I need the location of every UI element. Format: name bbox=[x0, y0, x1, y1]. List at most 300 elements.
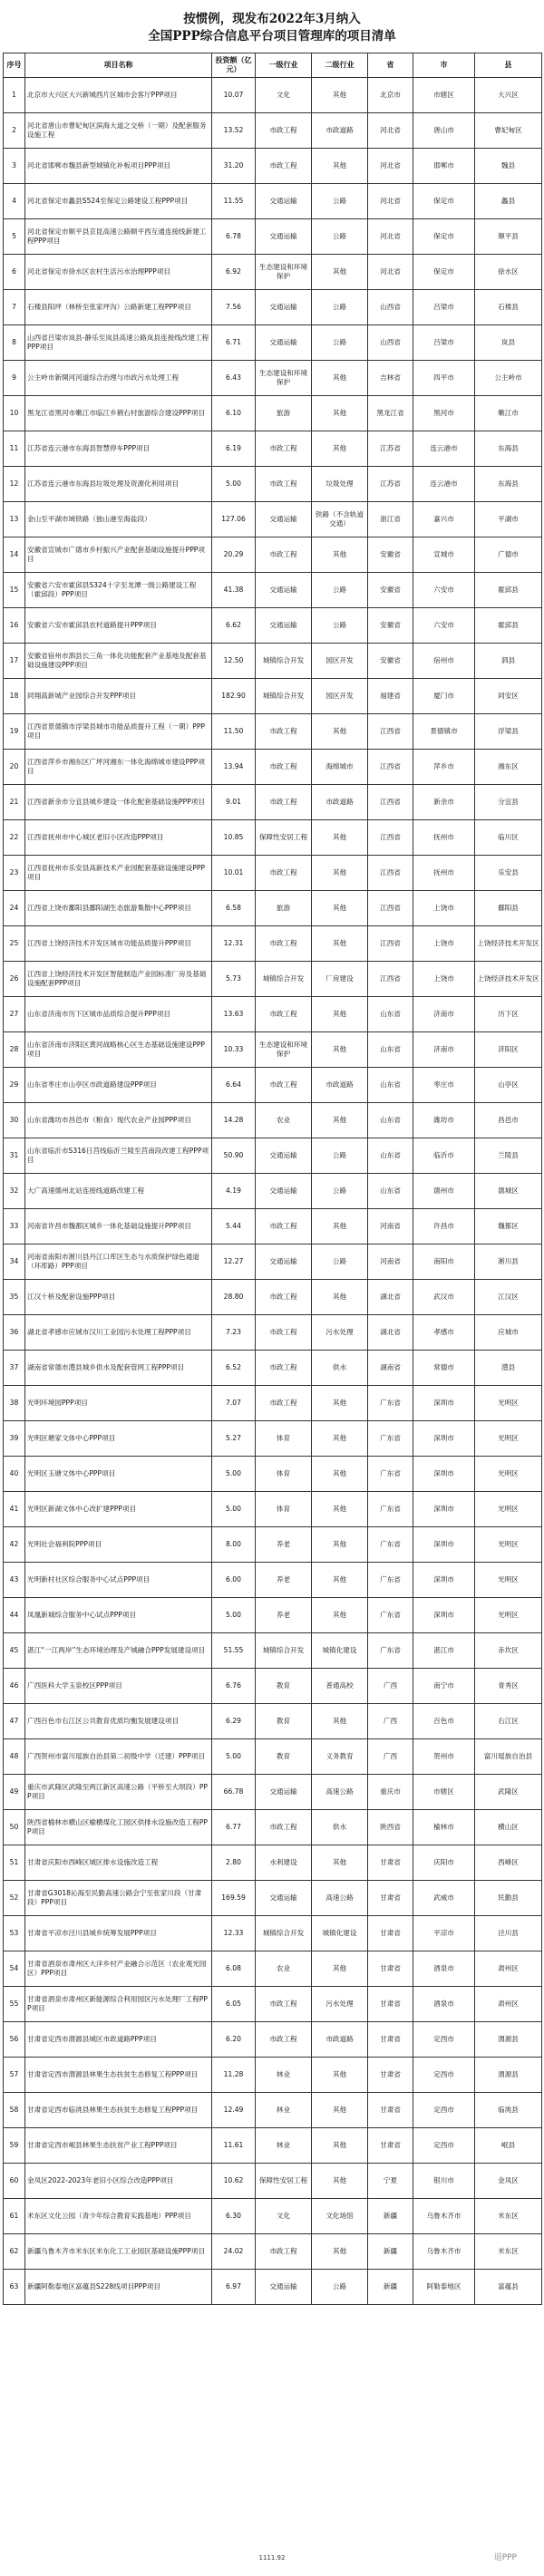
cell-category-1: 教育 bbox=[256, 1704, 312, 1739]
cell-investment: 10.85 bbox=[212, 820, 256, 856]
cell-category-1: 市政工程 bbox=[256, 856, 312, 891]
cell-county: 山亭区 bbox=[475, 1068, 542, 1103]
cell-investment: 12.49 bbox=[212, 2093, 256, 2128]
cell-province: 山东省 bbox=[368, 1103, 413, 1138]
cell-name: 石楼县阳坪（林桥至张家坪沟）公路新建工程PPP项目 bbox=[25, 290, 212, 325]
cell-category-2: 高速公路 bbox=[312, 1775, 368, 1810]
cell-category-2: 其他 bbox=[312, 396, 368, 431]
table-row bbox=[4, 431, 542, 467]
cell-province: 安徽省 bbox=[368, 537, 413, 573]
cell-city: 上饶市 bbox=[413, 891, 475, 926]
cell-category-1: 市政工程 bbox=[256, 1280, 312, 1315]
title-line-2: 全国PPP综合信息平台项目管理库的项目清单 bbox=[148, 29, 396, 44]
cell-category-1: 城镇综合开发 bbox=[256, 962, 312, 997]
cell-category-1: 旅游 bbox=[256, 396, 312, 431]
cell-county: 渭源县 bbox=[475, 2058, 542, 2093]
table-row bbox=[4, 2199, 542, 2234]
cell-investment: 7.07 bbox=[212, 1386, 256, 1421]
cell-category-1: 市政工程 bbox=[256, 1315, 312, 1351]
cell-index: 8 bbox=[4, 325, 25, 361]
cell-city: 平凉市 bbox=[413, 1916, 475, 1951]
cell-name: 光明区塘家文体中心PPP项目 bbox=[25, 1421, 212, 1457]
cell-name: 甘肃省定西市岷县林果生态扶贫产业工程PPP项目 bbox=[25, 2128, 212, 2164]
cell-province: 甘肃省 bbox=[368, 1951, 413, 1987]
table-row bbox=[4, 2058, 542, 2093]
cell-city: 抚州市 bbox=[413, 820, 475, 856]
cell-name: 河北省保定市顺平县京昆高速公路顺平西互通连接线新建工程PPP项目 bbox=[25, 219, 212, 255]
cell-investment: 2.80 bbox=[212, 1845, 256, 1881]
table-row bbox=[4, 184, 542, 219]
cell-category-1: 市政工程 bbox=[256, 997, 312, 1032]
cell-category-1: 交通运输 bbox=[256, 2270, 312, 2305]
cell-county: 霍邱县 bbox=[475, 573, 542, 608]
table-row bbox=[4, 1739, 542, 1775]
cell-county: 同安区 bbox=[475, 679, 542, 714]
cell-investment: 5.73 bbox=[212, 962, 256, 997]
cell-category-1: 文化 bbox=[256, 78, 312, 113]
cell-province: 广东省 bbox=[368, 1563, 413, 1598]
cell-name: 广西百色市右江区公共教育优质均衡发展建设项目 bbox=[25, 1704, 212, 1739]
cell-city: 深圳市 bbox=[413, 1457, 475, 1492]
table-row bbox=[4, 2022, 542, 2058]
table-body bbox=[4, 78, 542, 2305]
table-row bbox=[4, 1351, 542, 1386]
cell-investment: 5.00 bbox=[212, 1492, 256, 1527]
cell-name: 江西省上饶经济技术开发区智能制造产业园标准厂房及基础设施配套PPP项目 bbox=[25, 962, 212, 997]
cell-province: 新疆 bbox=[368, 2270, 413, 2305]
cell-index: 22 bbox=[4, 820, 25, 856]
cell-index: 10 bbox=[4, 396, 25, 431]
cell-category-1: 教育 bbox=[256, 1739, 312, 1775]
cell-county: 横山区 bbox=[475, 1810, 542, 1845]
cell-category-2: 其他 bbox=[312, 1457, 368, 1492]
cell-investment: 20.29 bbox=[212, 537, 256, 573]
cell-city: 吕梁市 bbox=[413, 290, 475, 325]
cell-investment: 6.78 bbox=[212, 219, 256, 255]
table-row bbox=[4, 255, 542, 290]
cell-city: 武威市 bbox=[413, 1881, 475, 1916]
page-title bbox=[0, 11, 544, 45]
cell-city: 定西市 bbox=[413, 2093, 475, 2128]
cell-category-1: 城镇综合开发 bbox=[256, 1633, 312, 1669]
cell-province: 山东省 bbox=[368, 1032, 413, 1068]
table-row bbox=[4, 1810, 542, 1845]
cell-index: 20 bbox=[4, 750, 25, 785]
cell-category-1: 林业 bbox=[256, 2128, 312, 2164]
cell-investment: 10.33 bbox=[212, 1032, 256, 1068]
table-row bbox=[4, 361, 542, 396]
cell-name: 大广高速德州北站连接线道路改建工程 bbox=[25, 1174, 212, 1209]
cell-index: 6 bbox=[4, 255, 25, 290]
cell-investment: 50.90 bbox=[212, 1138, 256, 1174]
cell-name: 安徽省六安市霍邱县S324十字至龙潭一级公路建设工程（霍邱段）PPP项目 bbox=[25, 573, 212, 608]
table-row bbox=[4, 1704, 542, 1739]
cell-city: 深圳市 bbox=[413, 1598, 475, 1633]
cell-city: 深圳市 bbox=[413, 1421, 475, 1457]
cell-index: 33 bbox=[4, 1209, 25, 1244]
cell-category-1: 体育 bbox=[256, 1421, 312, 1457]
cell-province: 山东省 bbox=[368, 1068, 413, 1103]
table-row bbox=[4, 785, 542, 820]
cell-province: 重庆市 bbox=[368, 1775, 413, 1810]
cell-city: 乌鲁木齐市 bbox=[413, 2234, 475, 2270]
cell-investment: 11.55 bbox=[212, 184, 256, 219]
cell-province: 山东省 bbox=[368, 1138, 413, 1174]
cell-investment: 4.19 bbox=[212, 1174, 256, 1209]
cell-investment: 7.56 bbox=[212, 290, 256, 325]
table-row bbox=[4, 1527, 542, 1563]
table-row bbox=[4, 537, 542, 573]
cell-province: 湖南省 bbox=[368, 1351, 413, 1386]
cell-name: 重庆市武隆区武隆至两江新区高速公路（平桥至大坝段）PPP项目 bbox=[25, 1775, 212, 1810]
cell-city: 定西市 bbox=[413, 2128, 475, 2164]
cell-city: 乌鲁木齐市 bbox=[413, 2199, 475, 2234]
cell-index: 62 bbox=[4, 2234, 25, 2270]
cell-province: 河北省 bbox=[368, 184, 413, 219]
cell-index: 23 bbox=[4, 856, 25, 891]
cell-category-2: 文化场馆 bbox=[312, 2199, 368, 2234]
table-row bbox=[4, 78, 542, 113]
cell-county: 青秀区 bbox=[475, 1669, 542, 1704]
cell-index: 55 bbox=[4, 1987, 25, 2022]
cell-investment: 10.01 bbox=[212, 856, 256, 891]
cell-investment: 6.10 bbox=[212, 396, 256, 431]
cell-county: 泾川县 bbox=[475, 1916, 542, 1951]
cell-category-2: 其他 bbox=[312, 431, 368, 467]
table-row bbox=[4, 1032, 542, 1068]
cell-name: 金凤区2022-2023年老旧小区综合改造PPP项目 bbox=[25, 2164, 212, 2199]
cell-category-2: 垃圾处理 bbox=[312, 467, 368, 502]
cell-city: 新余市 bbox=[413, 785, 475, 820]
cell-name: 江汉十桥及配套设施PPP项目 bbox=[25, 1280, 212, 1315]
cell-county: 光明区 bbox=[475, 1563, 542, 1598]
cell-investment: 13.94 bbox=[212, 750, 256, 785]
cell-county: 米东区 bbox=[475, 2199, 542, 2234]
cell-category-1: 市政工程 bbox=[256, 2234, 312, 2270]
cell-category-2: 市政道路 bbox=[312, 113, 368, 149]
cell-name: 光明环境园PPP项目 bbox=[25, 1386, 212, 1421]
cell-investment: 6.71 bbox=[212, 325, 256, 361]
cell-province: 河北省 bbox=[368, 149, 413, 184]
cell-county: 上饶经济技术开发区 bbox=[475, 926, 542, 962]
cell-province: 河北省 bbox=[368, 113, 413, 149]
cell-city: 酒泉市 bbox=[413, 1951, 475, 1987]
table-row bbox=[4, 1987, 542, 2022]
cell-index: 4 bbox=[4, 184, 25, 219]
cell-category-2: 公路 bbox=[312, 2270, 368, 2305]
cell-city: 上饶市 bbox=[413, 962, 475, 997]
table-row bbox=[4, 1916, 542, 1951]
cell-county: 光明区 bbox=[475, 1457, 542, 1492]
header-investment: 投资额（亿元） bbox=[212, 53, 256, 78]
cell-category-2: 义务教育 bbox=[312, 1739, 368, 1775]
cell-category-1: 体育 bbox=[256, 1492, 312, 1527]
cell-category-2: 铁路（不含轨道交通） bbox=[312, 502, 368, 537]
cell-category-2: 其他 bbox=[312, 537, 368, 573]
cell-category-2: 其他 bbox=[312, 1951, 368, 1987]
cell-index: 58 bbox=[4, 2093, 25, 2128]
cell-province: 河南省 bbox=[368, 1244, 413, 1280]
header-category-1: 一级行业 bbox=[256, 53, 312, 78]
cell-county: 浮梁县 bbox=[475, 714, 542, 750]
cell-city: 四平市 bbox=[413, 361, 475, 396]
cell-city: 上饶市 bbox=[413, 926, 475, 962]
cell-province: 安徽省 bbox=[368, 608, 413, 644]
cell-province: 新疆 bbox=[368, 2234, 413, 2270]
cell-category-1: 交通运输 bbox=[256, 1138, 312, 1174]
cell-county: 徐水区 bbox=[475, 255, 542, 290]
cell-index: 9 bbox=[4, 361, 25, 396]
cell-city: 萍乡市 bbox=[413, 750, 475, 785]
cell-index: 12 bbox=[4, 467, 25, 502]
cell-city: 枣庄市 bbox=[413, 1068, 475, 1103]
cell-category-1: 交通运输 bbox=[256, 219, 312, 255]
cell-index: 3 bbox=[4, 149, 25, 184]
cell-category-2: 城镇化建设 bbox=[312, 1633, 368, 1669]
cell-county: 米东区 bbox=[475, 2234, 542, 2270]
cell-category-2: 市政道路 bbox=[312, 2022, 368, 2058]
cell-city: 六安市 bbox=[413, 608, 475, 644]
cell-index: 13 bbox=[4, 502, 25, 537]
cell-name: 河南省许昌市魏都区城乡一体化基础设施提升PPP项目 bbox=[25, 1209, 212, 1244]
cell-category-2: 公路 bbox=[312, 184, 368, 219]
cell-investment: 12.31 bbox=[212, 926, 256, 962]
cell-city: 黑河市 bbox=[413, 396, 475, 431]
cell-category-2: 市政道路 bbox=[312, 1068, 368, 1103]
cell-name: 山东省济南市历下区城市品质综合提升PPP项目 bbox=[25, 997, 212, 1032]
cell-county: 济阳区 bbox=[475, 1032, 542, 1068]
cell-category-1: 城镇综合开发 bbox=[256, 644, 312, 679]
cell-province: 江西省 bbox=[368, 714, 413, 750]
cell-name: 山西省吕梁市岚县-静乐至岚县高速公路岚县连接线改建工程PPP项目 bbox=[25, 325, 212, 361]
cell-investment: 169.59 bbox=[212, 1881, 256, 1916]
cell-category-2: 其他 bbox=[312, 1492, 368, 1527]
cell-index: 44 bbox=[4, 1598, 25, 1633]
cell-city: 阿勒泰地区 bbox=[413, 2270, 475, 2305]
cell-city: 定西市 bbox=[413, 2058, 475, 2093]
cell-investment: 5.00 bbox=[212, 467, 256, 502]
table-row bbox=[4, 1845, 542, 1881]
cell-city: 六安市 bbox=[413, 573, 475, 608]
cell-province: 宁夏 bbox=[368, 2164, 413, 2199]
cell-category-1: 文化 bbox=[256, 2199, 312, 2234]
cell-category-1: 交通运输 bbox=[256, 1244, 312, 1280]
cell-category-2: 其他 bbox=[312, 1386, 368, 1421]
table-row bbox=[4, 1386, 542, 1421]
cell-investment: 14.28 bbox=[212, 1103, 256, 1138]
cell-index: 17 bbox=[4, 644, 25, 679]
cell-county: 平湖市 bbox=[475, 502, 542, 537]
cell-category-2: 公路 bbox=[312, 1174, 368, 1209]
cell-category-2: 其他 bbox=[312, 1421, 368, 1457]
table-row bbox=[4, 962, 542, 997]
cell-investment: 5.00 bbox=[212, 1457, 256, 1492]
cell-investment: 31.20 bbox=[212, 149, 256, 184]
cell-index: 41 bbox=[4, 1492, 25, 1527]
cell-investment: 5.27 bbox=[212, 1421, 256, 1457]
cell-province: 江苏省 bbox=[368, 431, 413, 467]
cell-city: 临沂市 bbox=[413, 1138, 475, 1174]
cell-category-2: 其他 bbox=[312, 1598, 368, 1633]
table-row bbox=[4, 750, 542, 785]
cell-county: 霍邱县 bbox=[475, 608, 542, 644]
cell-province: 陕西省 bbox=[368, 1810, 413, 1845]
cell-index: 61 bbox=[4, 2199, 25, 2234]
cell-index: 31 bbox=[4, 1138, 25, 1174]
cell-index: 56 bbox=[4, 2022, 25, 2058]
cell-index: 52 bbox=[4, 1881, 25, 1916]
cell-investment: 127.06 bbox=[212, 502, 256, 537]
cell-city: 济南市 bbox=[413, 997, 475, 1032]
cell-category-2: 公路 bbox=[312, 608, 368, 644]
cell-investment: 5.00 bbox=[212, 1598, 256, 1633]
cell-county: 昌邑市 bbox=[475, 1103, 542, 1138]
cell-name: 甘肃省定西市渭源县林果生态扶贫生态修复工程PPP项目 bbox=[25, 2058, 212, 2093]
table-row bbox=[4, 679, 542, 714]
cell-category-1: 交通运输 bbox=[256, 608, 312, 644]
cell-name: 凤凰新城综合服务中心试点PPP项目 bbox=[25, 1598, 212, 1633]
cell-name: 甘肃省定西市临洮县林果生态扶贫生态修复工程PPP项目 bbox=[25, 2093, 212, 2128]
cell-category-2: 园区开发 bbox=[312, 644, 368, 679]
cell-county: 肃州区 bbox=[475, 1987, 542, 2022]
cell-province: 广西 bbox=[368, 1739, 413, 1775]
cell-category-2: 其他 bbox=[312, 149, 368, 184]
cell-category-1: 旅游 bbox=[256, 891, 312, 926]
cell-county: 澧县 bbox=[475, 1351, 542, 1386]
cell-province: 广东省 bbox=[368, 1457, 413, 1492]
cell-name: 新疆阿勒泰地区富蕴县S228线项目PPP项目 bbox=[25, 2270, 212, 2305]
cell-county: 临川区 bbox=[475, 820, 542, 856]
table-row bbox=[4, 1209, 542, 1244]
cell-county: 金凤区 bbox=[475, 2164, 542, 2199]
cell-province: 山东省 bbox=[368, 997, 413, 1032]
cell-name: 安徽省六安市霍邱县农村道路提升PPP项目 bbox=[25, 608, 212, 644]
cell-category-1: 保障性安居工程 bbox=[256, 2164, 312, 2199]
header-province: 省 bbox=[368, 53, 413, 78]
cell-name: 江西省上饶经济技术开发区城市功能品质提升PPP项目 bbox=[25, 926, 212, 962]
cell-county: 兰陵县 bbox=[475, 1138, 542, 1174]
cell-county: 富川瑶族自治县 bbox=[475, 1739, 542, 1775]
table-row bbox=[4, 113, 542, 149]
cell-county: 西峰区 bbox=[475, 1845, 542, 1881]
cell-province: 江西省 bbox=[368, 750, 413, 785]
cell-province: 甘肃省 bbox=[368, 1881, 413, 1916]
cell-name: 江西省抚州市乐安县高新技术产业园配套基础设施建设PPP项目 bbox=[25, 856, 212, 891]
cell-name: 江西省新余市分宜县城乡建设一体化配套基础设施PPP项目 bbox=[25, 785, 212, 820]
cell-category-2: 污水处理 bbox=[312, 1315, 368, 1351]
project-table bbox=[3, 53, 542, 2305]
cell-investment: 11.50 bbox=[212, 714, 256, 750]
cell-category-2: 供水 bbox=[312, 1351, 368, 1386]
cell-category-1: 交通运输 bbox=[256, 502, 312, 537]
cell-province: 甘肃省 bbox=[368, 1916, 413, 1951]
cell-city: 潍坊市 bbox=[413, 1103, 475, 1138]
cell-name: 河南省南阳市淅川县丹江口库区生态与水质保护绿色通道（环库路）PPP项目 bbox=[25, 1244, 212, 1280]
cell-investment: 12.50 bbox=[212, 644, 256, 679]
table-row bbox=[4, 1174, 542, 1209]
cell-category-1: 交通运输 bbox=[256, 573, 312, 608]
cell-county: 广德市 bbox=[475, 537, 542, 573]
cell-province: 广东省 bbox=[368, 1527, 413, 1563]
cell-province: 福建省 bbox=[368, 679, 413, 714]
watermark: 道PPP bbox=[493, 2553, 517, 2562]
cell-county: 光明区 bbox=[475, 1527, 542, 1563]
cell-investment: 66.78 bbox=[212, 1775, 256, 1810]
cell-province: 河南省 bbox=[368, 1209, 413, 1244]
cell-index: 54 bbox=[4, 1951, 25, 1987]
cell-province: 河北省 bbox=[368, 255, 413, 290]
cell-county: 公主岭市 bbox=[475, 361, 542, 396]
table-row bbox=[4, 2128, 542, 2164]
cell-index: 18 bbox=[4, 679, 25, 714]
cell-county: 光明区 bbox=[475, 1492, 542, 1527]
cell-investment: 6.58 bbox=[212, 891, 256, 926]
cell-investment: 7.23 bbox=[212, 1315, 256, 1351]
cell-category-1: 教育 bbox=[256, 1669, 312, 1704]
cell-investment: 6.30 bbox=[212, 2199, 256, 2234]
cell-category-2: 其他 bbox=[312, 1527, 368, 1563]
cell-category-2: 其他 bbox=[312, 1704, 368, 1739]
cell-category-2: 其他 bbox=[312, 820, 368, 856]
cell-investment: 51.55 bbox=[212, 1633, 256, 1669]
cell-province: 广东省 bbox=[368, 1633, 413, 1669]
cell-category-2: 其他 bbox=[312, 1032, 368, 1068]
table-row bbox=[4, 149, 542, 184]
table-row bbox=[4, 608, 542, 644]
cell-city: 市辖区 bbox=[413, 78, 475, 113]
cell-category-2: 供水 bbox=[312, 1810, 368, 1845]
cell-index: 40 bbox=[4, 1457, 25, 1492]
cell-index: 16 bbox=[4, 608, 25, 644]
cell-city: 深圳市 bbox=[413, 1527, 475, 1563]
table-row bbox=[4, 1598, 542, 1633]
cell-name: 甘肃省平凉市泾川县城乡统筹发展PPP项目 bbox=[25, 1916, 212, 1951]
cell-city: 武汉市 bbox=[413, 1280, 475, 1315]
cell-index: 49 bbox=[4, 1775, 25, 1810]
cell-county: 湘东区 bbox=[475, 750, 542, 785]
cell-index: 42 bbox=[4, 1527, 25, 1563]
table-row bbox=[4, 1244, 542, 1280]
cell-name: 甘肃省酒泉市肃州区大洋乡村产业融合示范区（农业观光园区）PPP项目 bbox=[25, 1951, 212, 1987]
cell-city: 宣城市 bbox=[413, 537, 475, 573]
cell-name: 光明区新湖文体中心改扩建PPP项目 bbox=[25, 1492, 212, 1527]
cell-index: 19 bbox=[4, 714, 25, 750]
cell-category-2: 厂房建设 bbox=[312, 962, 368, 997]
cell-investment: 182.90 bbox=[212, 679, 256, 714]
cell-category-1: 养老 bbox=[256, 1563, 312, 1598]
cell-province: 广东省 bbox=[368, 1492, 413, 1527]
cell-index: 46 bbox=[4, 1669, 25, 1704]
cell-name: 公主岭市新開河河道综合治理与市政污水处理工程 bbox=[25, 361, 212, 396]
cell-name: 山东省潍坊市昌邑市（粮食）现代农业产业园PPP项目 bbox=[25, 1103, 212, 1138]
cell-province: 甘肃省 bbox=[368, 2058, 413, 2093]
table-row bbox=[4, 1421, 542, 1457]
cell-category-1: 保障性安居工程 bbox=[256, 820, 312, 856]
table-row bbox=[4, 2270, 542, 2305]
cell-province: 山西省 bbox=[368, 290, 413, 325]
cell-county: 东海县 bbox=[475, 431, 542, 467]
table-row bbox=[4, 2164, 542, 2199]
cell-category-2: 其他 bbox=[312, 856, 368, 891]
cell-investment: 10.07 bbox=[212, 78, 256, 113]
cell-category-1: 农业 bbox=[256, 1951, 312, 1987]
cell-category-1: 市政工程 bbox=[256, 467, 312, 502]
cell-category-2: 市政道路 bbox=[312, 785, 368, 820]
cell-investment: 6.19 bbox=[212, 431, 256, 467]
cell-name: 河北省保定市蠡县S524至保定公路建设工程PPP项目 bbox=[25, 184, 212, 219]
cell-category-1: 养老 bbox=[256, 1527, 312, 1563]
cell-category-1: 市政工程 bbox=[256, 1068, 312, 1103]
